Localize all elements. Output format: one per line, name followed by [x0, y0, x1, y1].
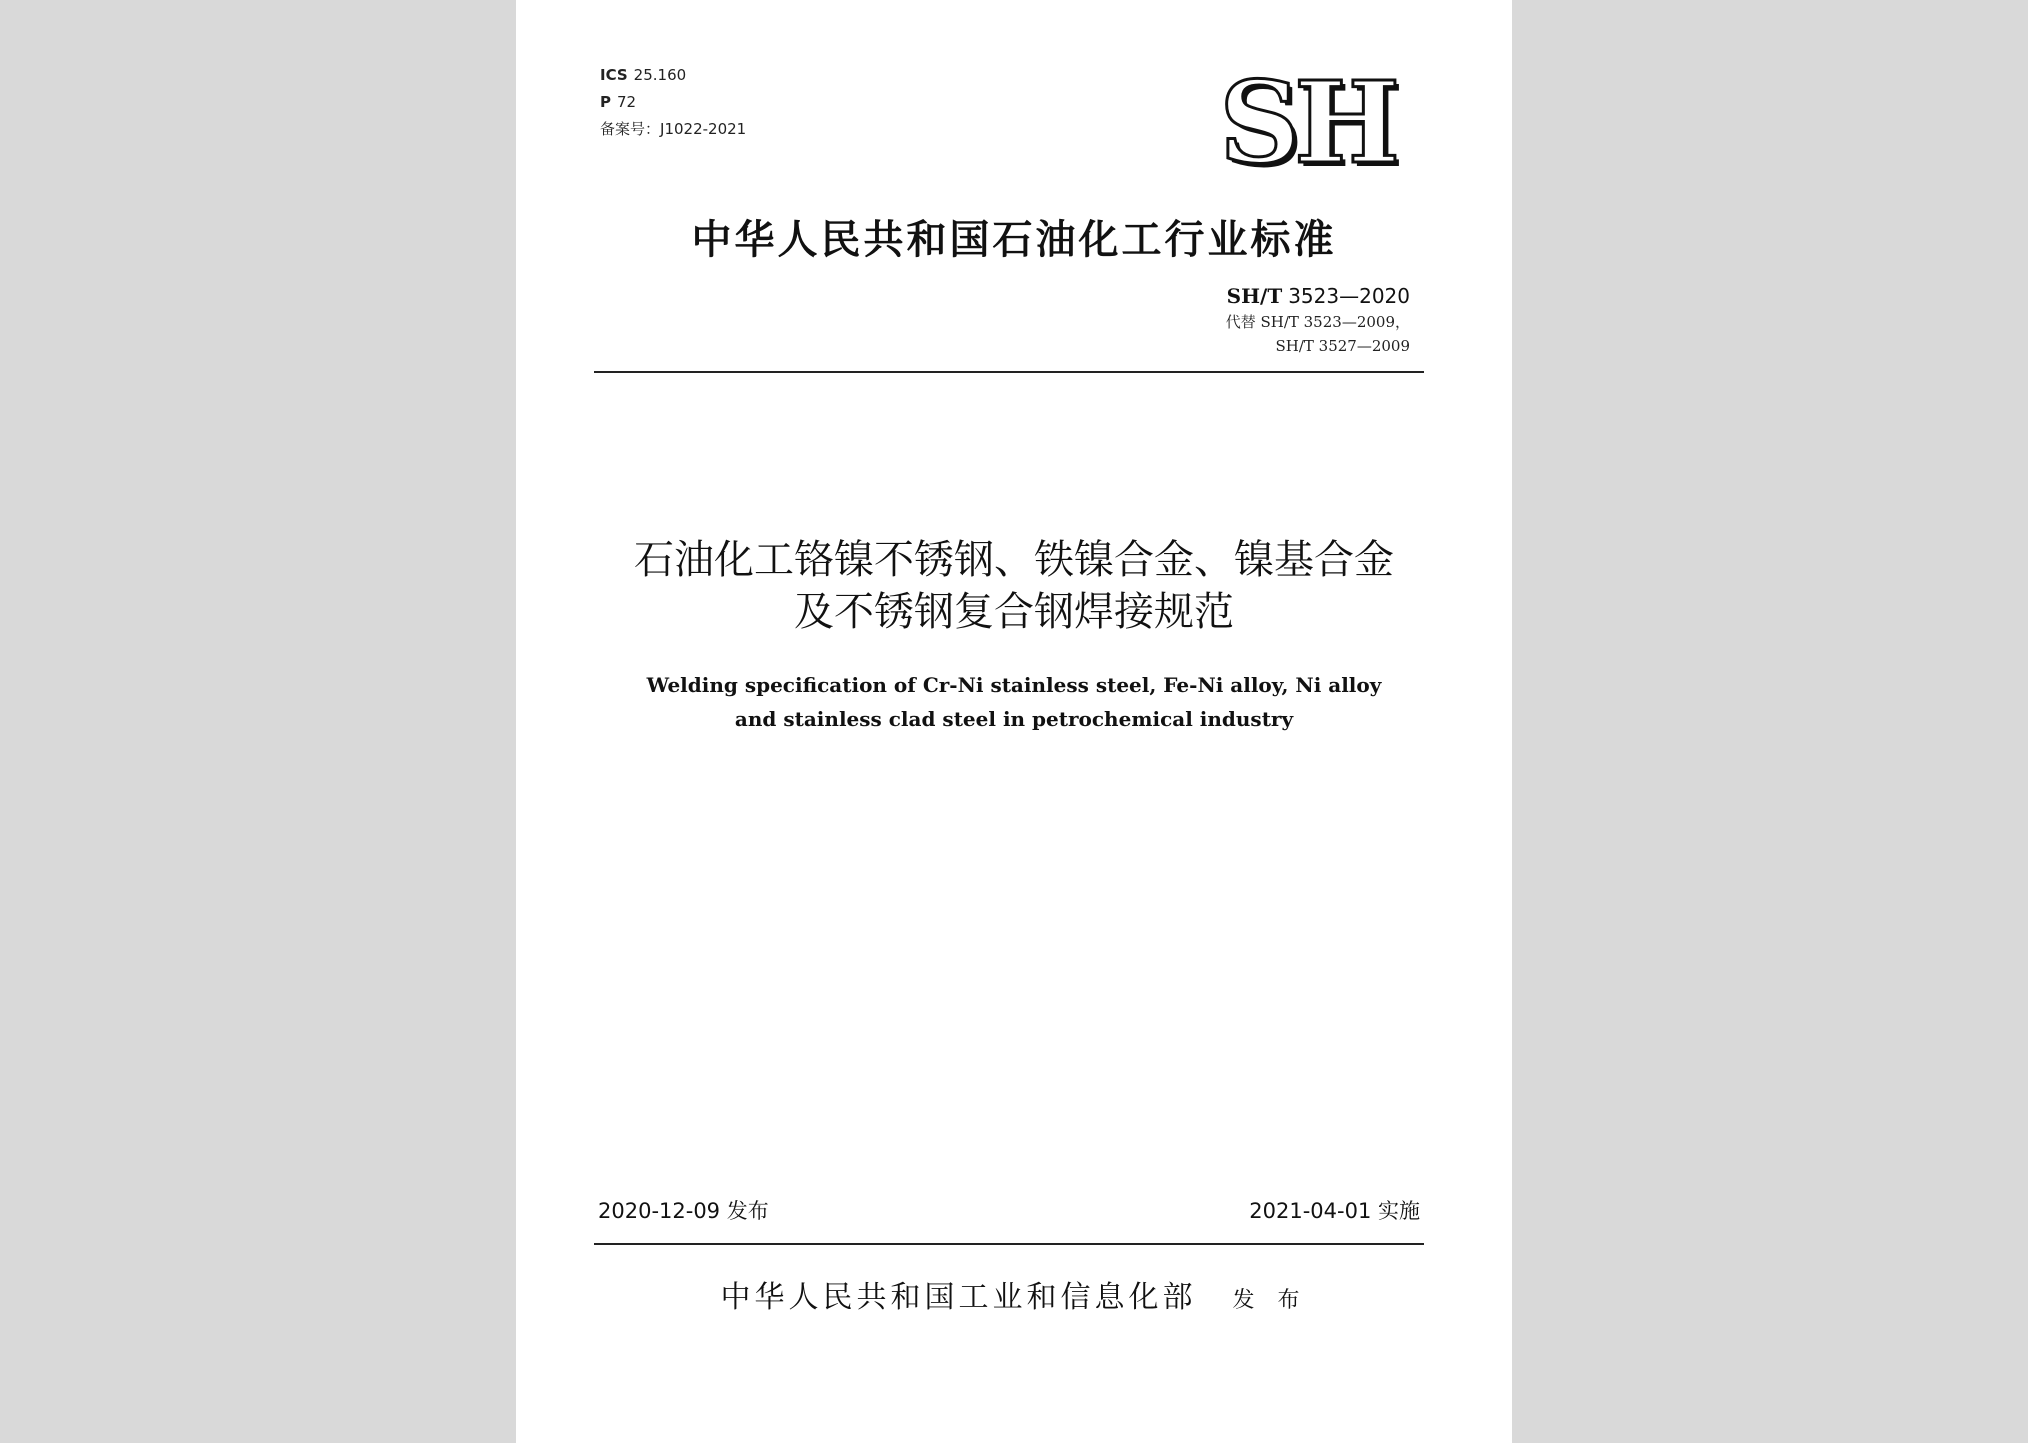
replaces-line-1: 代替 SH/T 3523—2009，	[1225, 313, 1410, 331]
publisher-line	[516, 1272, 1512, 1316]
sh-logo: SH	[1219, 58, 1394, 189]
publish-word: 发 布	[1232, 1288, 1308, 1313]
national-standard-title: 中华人民共和国石油化工行业标准	[691, 217, 1337, 263]
publisher-name: 中华人民共和国工业和信息化部	[720, 1280, 1197, 1315]
replaces-line-2: SH/T 3527—2009	[1275, 337, 1410, 355]
standard-number: SH/T 3523—2020	[1226, 284, 1410, 308]
document-title-english: Welding specification of Cr-Ni stainless steel, Fe-Ni alloy, Ni alloy and stainless clad steel in petrochemical industry	[646, 673, 1382, 731]
issue-date: 2020-12-09 发布	[598, 1199, 769, 1223]
implementation-date: 2021-04-01 实施	[1249, 1199, 1420, 1223]
classification-block	[600, 62, 746, 143]
top-divider	[594, 371, 1424, 373]
document-title-chinese: 石油化工铬镍不锈钢、铁镍合金、镍基合金 及不锈钢复合钢焊接规范	[634, 537, 1394, 635]
ics-code: ICS 25.160	[600, 66, 687, 84]
record-number: 备案号：J1022-2021	[600, 120, 747, 138]
standard-number-block	[1226, 282, 1410, 358]
class-code: P 72	[600, 93, 637, 111]
cover-page	[516, 0, 1512, 1443]
bottom-divider	[594, 1243, 1424, 1245]
